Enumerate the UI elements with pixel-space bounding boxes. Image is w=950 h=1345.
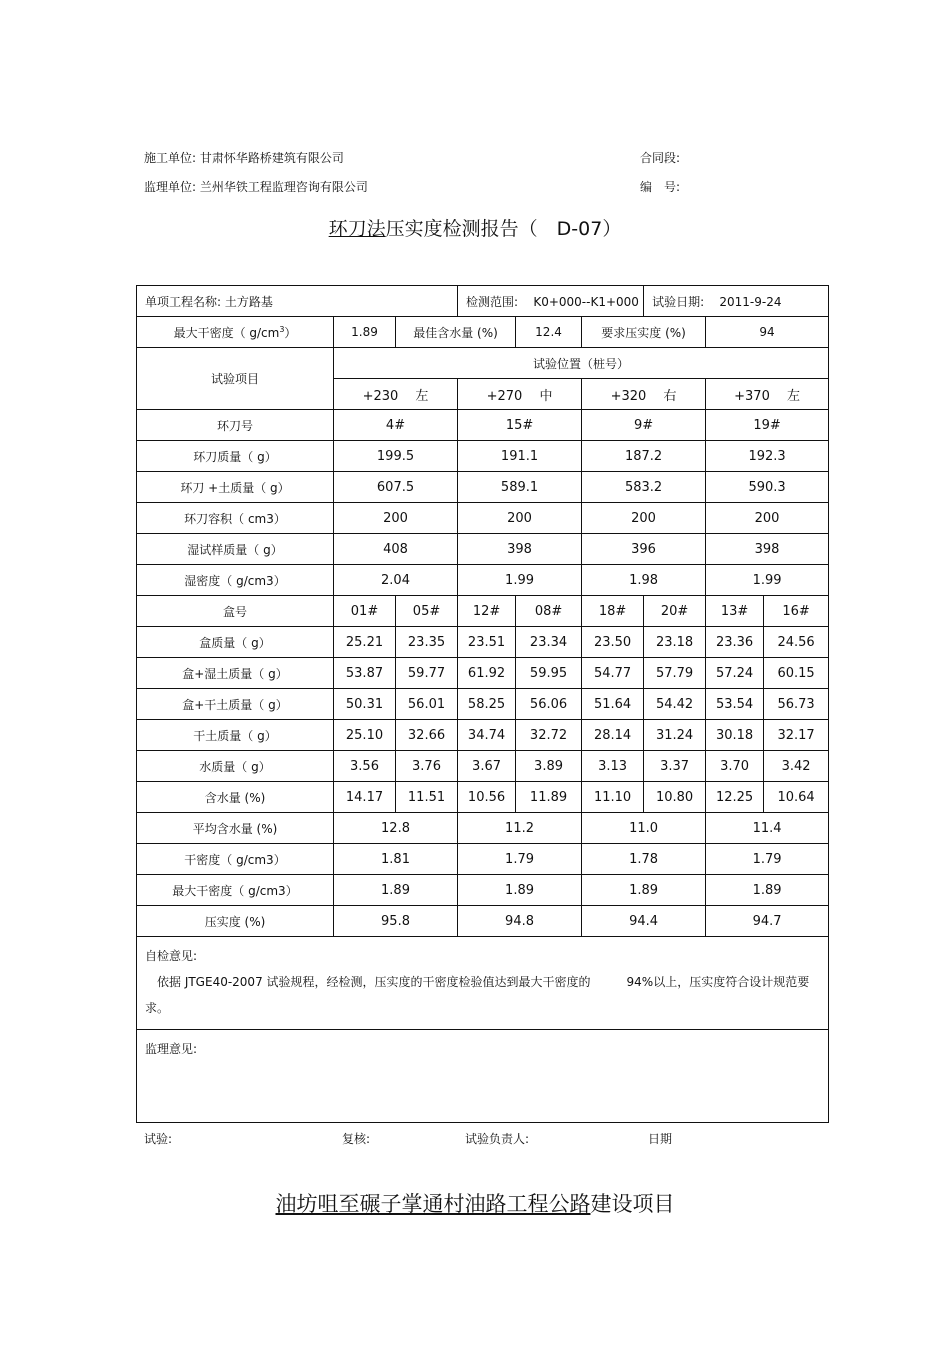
box-value: 56.01	[396, 689, 458, 720]
summary-value: 1.89	[706, 875, 829, 906]
box-value: 30.18	[706, 720, 764, 751]
ring-value: 398	[458, 534, 582, 565]
summary-row	[137, 906, 829, 937]
ring-value: 200	[706, 503, 829, 534]
box-value: 57.79	[644, 658, 706, 689]
box-value: 59.77	[396, 658, 458, 689]
ring-value: 187.2	[582, 441, 706, 472]
ring-row	[137, 472, 829, 503]
box-value: 28.14	[582, 720, 644, 751]
ring-value: 9#	[582, 410, 706, 441]
supervision-unit: 监理单位: 兰州华铁工程监理咨询有限公司	[144, 180, 368, 194]
row-label: 环刀质量（ g）	[137, 441, 334, 472]
ring-value: 583.2	[582, 472, 706, 503]
position-header-row	[137, 348, 829, 379]
ring-value: 607.5	[334, 472, 458, 503]
responsible-signature: 试验负责人:	[465, 1132, 530, 1146]
reviewer-signature: 复核:	[342, 1132, 371, 1146]
ring-value: 1.99	[706, 565, 829, 596]
ring-value: 2.04	[334, 565, 458, 596]
row-label: 盒质量（ g）	[137, 627, 334, 658]
box-value: 11.51	[396, 782, 458, 813]
ring-value: 199.5	[334, 441, 458, 472]
self-check-row	[137, 937, 829, 1030]
box-value: 32.66	[396, 720, 458, 751]
project-name: 单项工程名称: 土方路基	[137, 286, 458, 317]
test-item-label: 试验项目	[137, 348, 334, 410]
box-row	[137, 596, 829, 627]
box-value: 23.51	[458, 627, 516, 658]
box-value: 53.54	[706, 689, 764, 720]
row-label: 盒+湿土质量（ g）	[137, 658, 334, 689]
box-value: 24.56	[764, 627, 829, 658]
box-value: 11.89	[516, 782, 582, 813]
box-value: 3.56	[334, 751, 396, 782]
summary-value: 94.7	[706, 906, 829, 937]
position-4: +370 左	[706, 379, 829, 410]
summary-value: 11.4	[706, 813, 829, 844]
box-value: 32.17	[764, 720, 829, 751]
box-value: 3.76	[396, 751, 458, 782]
footer-rest: 建设项目	[590, 1192, 675, 1216]
supervision-opinion	[137, 1030, 829, 1123]
summary-row	[137, 813, 829, 844]
optimum-moisture-label: 最佳含水量 (%)	[396, 317, 516, 348]
row-label: 水质量（ g）	[137, 751, 334, 782]
ring-value: 1.98	[582, 565, 706, 596]
title-underlined: 环刀法	[328, 218, 386, 240]
ring-row	[137, 441, 829, 472]
box-value: 16#	[764, 596, 829, 627]
box-value: 25.21	[334, 627, 396, 658]
box-value: 01#	[334, 596, 396, 627]
row-label: 压实度 (%)	[137, 906, 334, 937]
title-rest: 压实度检测报告（ D-07）	[385, 218, 622, 240]
test-date: 试验日期: 2011-9-24	[644, 286, 829, 317]
row-label: 盒号	[137, 596, 334, 627]
ring-row	[137, 410, 829, 441]
box-value: 31.24	[644, 720, 706, 751]
summary-value: 1.79	[706, 844, 829, 875]
box-value: 3.67	[458, 751, 516, 782]
contract-section-label: 合同段:	[640, 151, 681, 165]
row-label: 干土质量（ g）	[137, 720, 334, 751]
box-value: 18#	[582, 596, 644, 627]
box-value: 60.15	[764, 658, 829, 689]
summary-value: 1.89	[582, 875, 706, 906]
box-value: 10.80	[644, 782, 706, 813]
ring-value: 15#	[458, 410, 582, 441]
date-signature: 日期	[648, 1132, 673, 1146]
required-compaction-label: 要求压实度 (%)	[582, 317, 706, 348]
summary-value: 1.89	[334, 875, 458, 906]
row-label: 最大干密度（ g/cm3）	[137, 875, 334, 906]
tester-signature: 试验:	[144, 1132, 173, 1146]
box-row	[137, 751, 829, 782]
project-footer	[0, 1188, 950, 1218]
row-label: 湿试样质量（ g）	[137, 534, 334, 565]
ring-value: 200	[334, 503, 458, 534]
required-compaction-value: 94	[706, 317, 829, 348]
summary-value: 12.8	[334, 813, 458, 844]
ring-value: 200	[582, 503, 706, 534]
box-value: 54.42	[644, 689, 706, 720]
position-2: +270 中	[458, 379, 582, 410]
box-row	[137, 689, 829, 720]
row-label: 环刀号	[137, 410, 334, 441]
box-value: 13#	[706, 596, 764, 627]
self-check-opinion	[137, 937, 829, 1030]
box-value: 23.36	[706, 627, 764, 658]
ring-value: 590.3	[706, 472, 829, 503]
row-label: 盒+干土质量（ g）	[137, 689, 334, 720]
self-check-label: 自检意见:	[145, 949, 198, 963]
box-value: 11.10	[582, 782, 644, 813]
summary-row	[137, 875, 829, 906]
box-value: 61.92	[458, 658, 516, 689]
ring-value: 396	[582, 534, 706, 565]
row-label: 环刀容积（ cm3）	[137, 503, 334, 534]
box-value: 58.25	[458, 689, 516, 720]
test-range: 检测范围: K0+000--K1+000	[458, 286, 644, 317]
number-label: 编 号:	[640, 180, 681, 194]
position-1: +230 左	[334, 379, 458, 410]
box-value: 10.64	[764, 782, 829, 813]
summary-value: 11.0	[582, 813, 706, 844]
box-value: 12#	[458, 596, 516, 627]
supervision-label: 监理意见:	[145, 1042, 198, 1056]
row-label: 环刀 +土质量（ g）	[137, 472, 334, 503]
box-value: 23.34	[516, 627, 582, 658]
box-value: 57.24	[706, 658, 764, 689]
construction-unit: 施工单位: 甘肃怀华路桥建筑有限公司	[144, 151, 344, 165]
box-value: 56.06	[516, 689, 582, 720]
ring-row	[137, 565, 829, 596]
ring-value: 589.1	[458, 472, 582, 503]
max-dry-density-label: 最大干密度（ $g/cm^3$）	[137, 317, 334, 348]
box-value: 05#	[396, 596, 458, 627]
summary-value: 94.4	[582, 906, 706, 937]
info-row-1	[137, 286, 829, 317]
summary-row	[137, 844, 829, 875]
position-3: +320 右	[582, 379, 706, 410]
box-value: 53.87	[334, 658, 396, 689]
box-row	[137, 658, 829, 689]
box-value: 54.77	[582, 658, 644, 689]
box-row	[137, 720, 829, 751]
info-row-2	[137, 317, 829, 348]
box-value: 23.50	[582, 627, 644, 658]
ring-value: 408	[334, 534, 458, 565]
box-value: 10.56	[458, 782, 516, 813]
ring-value: 191.1	[458, 441, 582, 472]
summary-value: 1.78	[582, 844, 706, 875]
box-value: 23.18	[644, 627, 706, 658]
box-value: 56.73	[764, 689, 829, 720]
box-value: 14.17	[334, 782, 396, 813]
summary-value: 95.8	[334, 906, 458, 937]
ring-value: 19#	[706, 410, 829, 441]
self-check-text: 依据 JTGE40-2007 试验规程，经检测，压实度的干密度检验值达到最大干密度的 94%以上，压实度符合设计规范要求。	[145, 975, 810, 1015]
test-report-table	[136, 285, 829, 1123]
ring-value: 398	[706, 534, 829, 565]
test-position-label: 试验位置（桩号）	[334, 348, 829, 379]
box-row	[137, 782, 829, 813]
row-label: 湿密度（ g/cm3）	[137, 565, 334, 596]
summary-value: 11.2	[458, 813, 582, 844]
summary-value: 94.8	[458, 906, 582, 937]
box-value: 32.72	[516, 720, 582, 751]
row-label: 含水量 (%)	[137, 782, 334, 813]
row-label: 干密度（ g/cm3）	[137, 844, 334, 875]
box-value: 59.95	[516, 658, 582, 689]
ring-value: 200	[458, 503, 582, 534]
box-value: 3.89	[516, 751, 582, 782]
box-value: 12.25	[706, 782, 764, 813]
row-label: 平均含水量 (%)	[137, 813, 334, 844]
box-value: 20#	[644, 596, 706, 627]
ring-value: 1.99	[458, 565, 582, 596]
summary-value: 1.89	[458, 875, 582, 906]
box-value: 50.31	[334, 689, 396, 720]
supervision-row	[137, 1030, 829, 1123]
summary-value: 1.79	[458, 844, 582, 875]
optimum-moisture-value: 12.4	[516, 317, 582, 348]
ring-row	[137, 503, 829, 534]
box-value: 25.10	[334, 720, 396, 751]
report-title	[0, 214, 950, 241]
box-value: 23.35	[396, 627, 458, 658]
box-row	[137, 627, 829, 658]
ring-row	[137, 534, 829, 565]
summary-value: 1.81	[334, 844, 458, 875]
box-value: 34.74	[458, 720, 516, 751]
box-value: 3.70	[706, 751, 764, 782]
ring-value: 192.3	[706, 441, 829, 472]
ring-value: 4#	[334, 410, 458, 441]
box-value: 3.37	[644, 751, 706, 782]
box-value: 08#	[516, 596, 582, 627]
box-value: 3.13	[582, 751, 644, 782]
box-value: 3.42	[764, 751, 829, 782]
footer-underlined: 油坊咀至碾子掌通村油路工程公路	[275, 1192, 591, 1216]
box-value: 51.64	[582, 689, 644, 720]
max-dry-density-value: 1.89	[334, 317, 396, 348]
